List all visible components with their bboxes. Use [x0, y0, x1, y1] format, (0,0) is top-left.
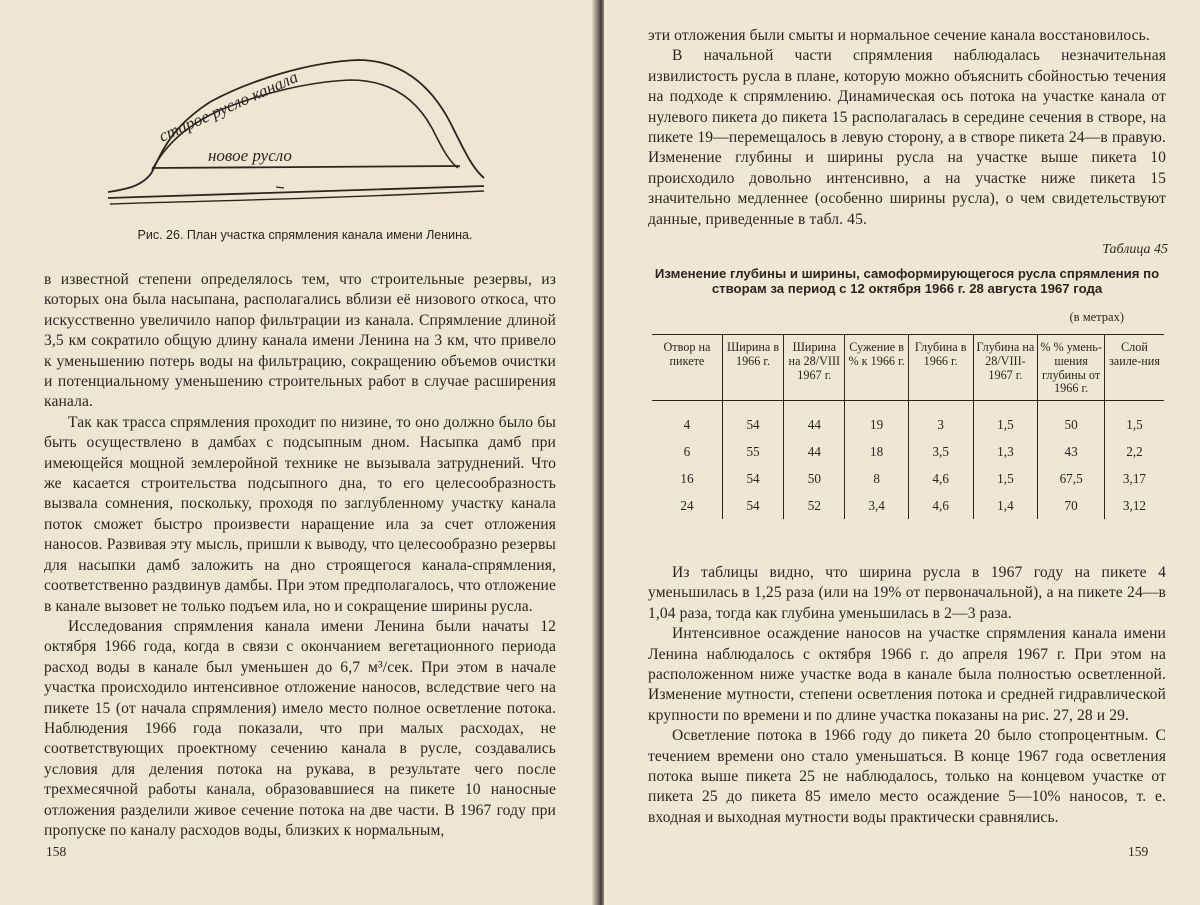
table-cell: 8 [845, 465, 908, 492]
table-cell: 1,5 [973, 465, 1038, 492]
table-cell: 50 [784, 465, 845, 492]
table-cell: 3 [908, 401, 973, 439]
table-cell: 6 [652, 438, 722, 465]
table-cell: 1,4 [973, 492, 1038, 519]
page-number-left: 158 [46, 844, 67, 859]
table-cell: 55 [722, 438, 783, 465]
old-channel-label: старое русло канала [155, 67, 301, 146]
table-header: Слой заиле-ния [1104, 335, 1164, 401]
paragraph: Исследования спрямления канала имени Ленина были начаты 12 октября 1966 года, когда в связи с окончанием вегетационного периода расход воды в канале был уменьшен до 6,7 м³/сек. При этом в начале участка происходило интенсивное отложение наносов, вследствие чего на пикете 15 (от начала спрямления) имело место полное осветление потока. Наблюдения 1966 года показали, что при малых расходах, не соответствующих проектному сечению канала в русле, создавались условия для деления потока на рукава, в результате чего после трехмесячной работы канала, образовавшиеся на пикете 10 наносные отложения разделили живое сечение потока на две части. В 1967 году при пропуске по каналу расходов воды, близких к нормальным, [44, 617, 556, 839]
table-cell: 52 [784, 492, 845, 519]
paragraph: В начальной части спрямления наблюдалась незначительная извилистость русла в плане, которую можно объяснить сбойностью течения на подходе к спрямлению. Динамическая ось потока на участке канала от нулевого пикета до пикета 15 располагалась в середине сечения в створе, на пикете 19—перемещалось в левую сторону, а в створе пикета 24—в правую. Изменение глубины и ширины русла на участке выше пикета 10 происходило довольно интенсивно, а на участке ниже пикета 15 значительно медленнее (особенно ширины русла), о чем свидетельствуют данные, приведенные в табл. 45. [648, 47, 1166, 228]
table-header: Глубина в 1966 г. [908, 335, 973, 401]
table-cell: 3,5 [908, 438, 973, 465]
table-cell: 1,5 [1126, 416, 1143, 432]
paragraph: Интенсивное осаждение наносов на участке спрямления канала имени Ленина наблюдалось с октября 1966 г. до апреля 1967 г. При этом на расположенном ниже участке вода в канале была полностью осветленной. Изменение мутности, степени осветления потока и средней гидравлической крупности по времени и по длине участка показаны на рис. 27, 28 и 29. [648, 625, 1166, 724]
table-row [652, 401, 1164, 439]
table-cell: 50 [1038, 401, 1105, 439]
new-channel-label: новое русло [208, 146, 292, 165]
table-cell: 24 [652, 492, 722, 519]
new-channel-straight [152, 166, 460, 168]
canal-bank-lower-2 [110, 191, 484, 204]
table-header: % % умень-шения глубины от 1966 г. [1038, 335, 1105, 401]
table-cell: 3,12 [1122, 497, 1146, 513]
table-cell: 54 [722, 401, 783, 439]
table-header: Отвор на пикете [652, 335, 722, 401]
table-cell: 67,5 [1038, 465, 1105, 492]
table-cell: 44 [784, 401, 845, 439]
paragraph: Так как трасса спрямления проходит по низине, то оно должно было бы быть осуществлено в дамбах с подсыпным дном. Насыпка дамб при имеющейся мощной землеройной технике не вызывала затруднений. Что же касается строительства подсыпного дна, то его целесообразность вызвала сомнения, поскольку, проходя по заглубленному участку канала поток сможет быстро произвести наращение ила за счет отложения наносов. Развивая эту мысль, пришли к выводу, что целесообразно резервы для насыпки дамб заложить на дно строящегося канала-спрямления, соответственно раздвинув дамбы. При этом предполагалось, что отложение в канале вызовет не только подъем ила, но и сокращение ширины русла. [44, 413, 556, 615]
table-row [652, 465, 1164, 492]
table-cell: 4,6 [908, 465, 973, 492]
left-page [0, 0, 598, 905]
table-unit: (в метрах) [1069, 310, 1124, 324]
table-cell: 1,5 [973, 401, 1038, 439]
page-number-right: 159 [1128, 844, 1149, 859]
table-cell: 70 [1038, 492, 1105, 519]
figure-caption: Рис. 26. План участка спрямления канала имени Ленина. [137, 228, 473, 242]
paragraph: эти отложения были смыты и нормальное сечение канала восстановилось. [648, 27, 1150, 44]
table-header: Ширина в 1966 г. [722, 335, 783, 401]
table-cell: 4 [652, 401, 722, 439]
table-cell: 4,6 [908, 492, 973, 519]
table-cell: 44 [784, 438, 845, 465]
table-cell: 18 [845, 438, 908, 465]
data-table [652, 334, 1164, 519]
table-header: Ширина на 28/VIII 1967 г. [784, 335, 845, 401]
table-row [652, 492, 1164, 519]
flow-arrow [276, 187, 284, 188]
table-cell: 43 [1038, 438, 1105, 465]
table-cell: 16 [652, 465, 722, 492]
table-number: Таблица 45 [1102, 242, 1168, 257]
paragraph: в известной степени определялось тем, что строительные резервы, из которых она была насыпана, располагались вблизи её низового откоса, что искусственно увеличило напор фильтрации из канала. Спрямление длиной 3,5 км сократило общую длину канала имени Ленина на 3 км, что привело к уменьшению потерь воды на фильтрацию, сокращению объемов очистки и потенциальному уменьшению строительных работ в случае расширения канала. [44, 271, 556, 411]
paragraph: Осветление потока в 1966 году до пикета 20 было стопроцентным. С течением времени оно стало уменьшаться. В конце 1967 года осветления потока выше пикета 25 не наблюдалось, только на концевом участке от пикета 25 до пикета 85 имело место осаждение 5—10% наносов, т. е. входная и выходная мутности воды практически сравнялись. [648, 727, 1166, 826]
table-cell: 3,4 [845, 492, 908, 519]
canal-plan-figure [100, 40, 500, 210]
table-header: Глубина на 28/VIII-1967 г. [973, 335, 1038, 401]
table-cell: 2,2 [1126, 443, 1143, 459]
table-cell: 3,17 [1122, 470, 1146, 486]
table-header-row [652, 335, 1164, 401]
table-cell: 19 [845, 401, 908, 439]
table-cell: 54 [722, 492, 783, 519]
table-title: Изменение глубины и ширины, самоформирующегося русла спрямления по створам за период с 12 октября 1966 г. 28 августа 1967 года [654, 266, 1160, 296]
table-cell: 1,3 [973, 438, 1038, 465]
right-page-bottom-text [648, 563, 1166, 828]
table-cell: 54 [722, 465, 783, 492]
canal-bank-lower-1 [108, 186, 484, 198]
paragraph: Из таблицы видно, что ширина русла в 1967 году на пикете 4 уменьшилась в 1,25 раза (или на 19% от первоначальной), а на пикете 24—в 1,04 раза, тогда как глубина уменьшилась в 2—3 раза. [648, 564, 1166, 622]
table-header: Сужение в % к 1966 г. [845, 335, 908, 401]
right-page-top-text [648, 26, 1166, 230]
left-page-text [44, 270, 556, 841]
right-page [604, 0, 1200, 905]
table-row [652, 438, 1164, 465]
